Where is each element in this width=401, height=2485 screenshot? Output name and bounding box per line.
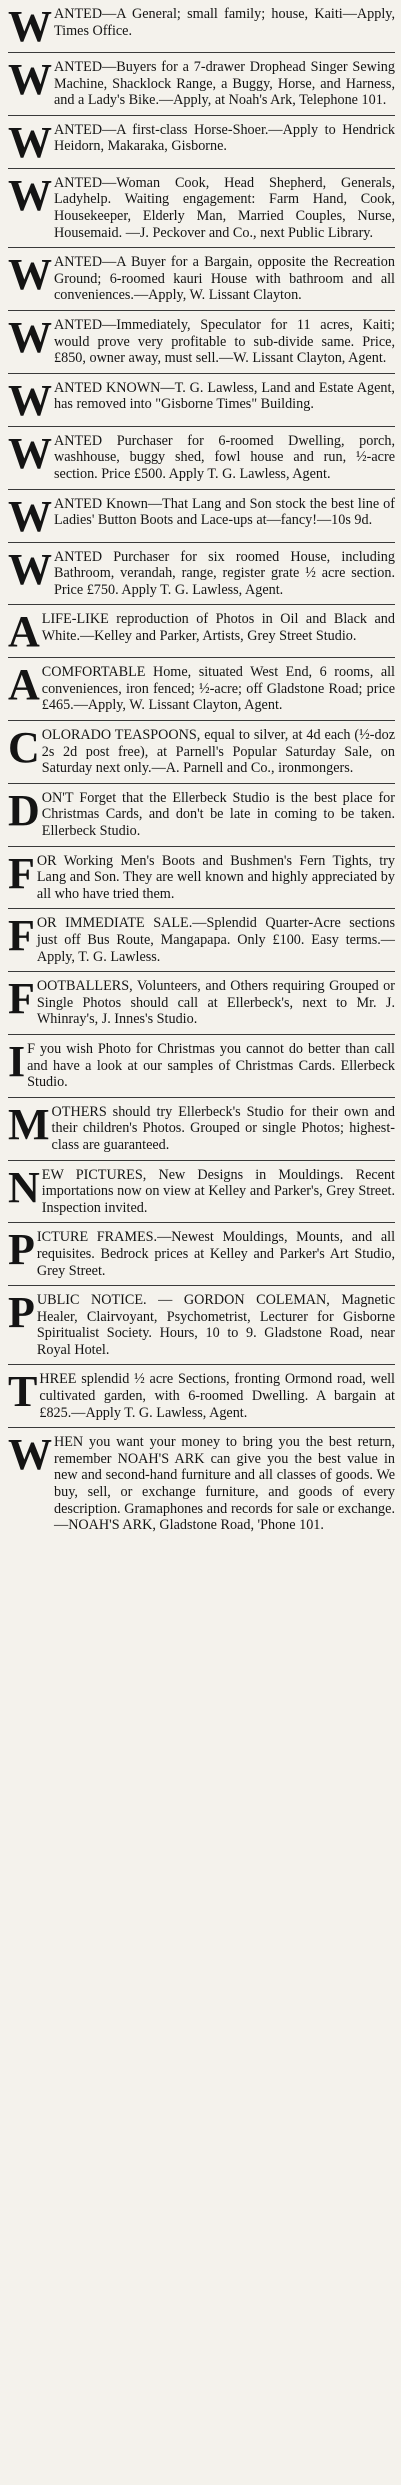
drop-cap: W <box>8 375 51 425</box>
drop-cap: W <box>8 55 51 104</box>
ad-text <box>42 790 395 840</box>
ad-body: —A Buyer for a Bargain, opposite the Recreation Ground; 6-roomed kauri House with bathroom and all conveniences.—Apply, W. Lissant Clayton. <box>54 254 395 304</box>
ad-lead: HEN <box>54 1434 84 1451</box>
ad-text <box>42 664 395 714</box>
ad-text <box>39 1371 395 1421</box>
ad-text <box>54 380 395 413</box>
classified-ad <box>8 311 395 374</box>
ad-body: .—Splendid Quarter-Acre sections just off Bus Route, Mangapapa. Only £100. Easy terms.—Apply, T. G. Lawless. <box>36 915 395 965</box>
classified-ad <box>8 543 395 606</box>
ad-body: Forget that the Ellerbeck Studio is the best place for Christmas Cards, and don't be late in coming to be taken. Ellerbeck Studio. <box>41 789 395 840</box>
ad-lead: ANTED KNOWN <box>54 379 161 396</box>
ad-body: —T. G. Lawless, Land and Estate Agent, has removed into "Gisborne Times" Building. <box>54 379 395 413</box>
classified-ad <box>8 427 395 490</box>
ad-lead: OLORADO TEASPOONS <box>41 727 197 744</box>
ad-text <box>42 727 395 777</box>
drop-cap: W <box>8 312 51 362</box>
classified-ad <box>8 490 395 543</box>
drop-cap: W <box>8 428 51 478</box>
ad-body: —Buyers for a 7-drawer Drophead Singer Sewing Machine, Shacklock Range, a Buggy, Horse, and Harness, and a Lady's Bike.—Apply, at Noah's Ark, Telephone 101. <box>54 59 395 109</box>
ad-text <box>37 915 395 965</box>
ad-body: Known—That Lang and Son stock the best line of Ladies' Button Boots and Lace-ups at—fancy!—10s 9d. <box>54 495 395 529</box>
ad-body: splendid ½ acre Sections, fronting Ormond road, well cultivated garden, with 6-roomed Dwelling. A bargain at £825.—Apply T. G. Lawless, Agent. <box>39 1371 395 1421</box>
classified-ad <box>8 116 395 169</box>
ad-body: —A first-class Horse-Shoer.—Apply to Hendrick Heidorn, Makaraka, Gisborne. <box>54 121 395 155</box>
classified-ad <box>8 0 395 53</box>
ad-body: —Woman Cook, Head Shepherd, Generals, Ladyhelp. Waiting engagement: Farm Hand, Cook, Housekeeper, Elderly Man, Married Couples, Nurse, Housemaid. —J. Peckover and Co., next Public Library. <box>54 174 395 241</box>
ad-lead: HREE <box>39 1371 77 1388</box>
drop-cap: F <box>8 911 34 961</box>
classified-ad <box>8 1286 395 1365</box>
ad-lead: ANTED <box>54 432 103 449</box>
classified-ad <box>8 169 395 248</box>
ad-lead: OR IMMEDIATE SALE <box>36 915 189 932</box>
ad-lead: OTHERS <box>51 1103 107 1120</box>
ad-lead: ANTED <box>54 254 103 271</box>
classified-ad <box>8 784 395 847</box>
drop-cap: T <box>8 1367 37 1417</box>
drop-cap: M <box>8 1099 49 1149</box>
ad-text <box>52 1104 395 1154</box>
drop-cap: I <box>8 1036 25 1086</box>
drop-cap: W <box>8 2 51 51</box>
ad-text <box>42 1167 395 1217</box>
ad-text <box>54 175 395 241</box>
classified-ad <box>8 909 395 972</box>
drop-cap: W <box>8 250 51 300</box>
ad-body: should try Ellerbeck's Studio for their own and their children's Photos. Grouped or single Photos; highest-class are guaranteed. <box>51 1103 395 1153</box>
drop-cap: W <box>8 117 51 167</box>
drop-cap: W <box>8 1430 51 1480</box>
drop-cap: W <box>8 491 51 541</box>
drop-cap: N <box>8 1162 39 1212</box>
drop-cap: P <box>8 1225 34 1275</box>
classified-ad <box>8 1365 395 1428</box>
ad-text <box>54 496 395 529</box>
classified-ad <box>8 248 395 311</box>
ad-text <box>54 254 395 304</box>
classified-ad <box>8 658 395 721</box>
drop-cap: A <box>8 607 39 657</box>
classified-ad <box>8 605 395 658</box>
ad-text <box>42 611 395 644</box>
classified-ad <box>8 374 395 427</box>
ad-lead: F <box>27 1040 36 1057</box>
ad-lead: UBLIC NOTICE <box>36 1292 144 1309</box>
ad-lead: OOTBALLERS <box>36 978 130 995</box>
classified-ad <box>8 972 395 1035</box>
ad-body: you want your money to bring you the best return, remember NOAH'S ARK can give you the best value in new and second-hand furniture and all classes of goods. We buy, sell, or exchange furniture, and goods of every description. Gramaphones and records for sale or exchange.—NOAH'S ARK, Gladstone Road, 'Phone 101. <box>54 1434 395 1534</box>
drop-cap: W <box>8 544 51 594</box>
ad-text <box>54 317 395 367</box>
drop-cap: F <box>8 974 34 1024</box>
classified-ad <box>8 1223 395 1286</box>
drop-cap: P <box>8 1288 34 1338</box>
ad-lead: OR <box>36 852 57 869</box>
ad-body: you wish Photo for Christmas you cannot do better than call and have a look at our samples of Christmas Cards. Ellerbeck Studio. <box>27 1040 395 1091</box>
ad-lead: EW PICTURES <box>41 1166 143 1183</box>
ad-text <box>54 549 395 599</box>
ad-body: , equal to silver, at 4d each (½-doz 2s 2d post free), at Parnell's Popular Saturday Sale, on Saturday next only.—A. Parnell and Co., ironmongers. <box>41 727 395 777</box>
ad-text <box>54 1434 395 1534</box>
ad-body: , New Designs in Mouldings. Recent importations now on view at Kelley and Parker's, Grey Street. Inspection invited. <box>41 1166 396 1216</box>
ad-lead: ANTED <box>54 59 103 75</box>
ad-lead: ANTED <box>54 316 103 333</box>
ad-body: COMFORTABLE Home, situated West End, 6 rooms, all conveniences, iron fenced; ½-acre; off Gladstone Road; price £465.—Apply, W. Lissant Clayton, Agent. <box>41 664 395 714</box>
ad-text <box>54 6 395 39</box>
ad-text <box>37 978 395 1028</box>
ad-text <box>37 1292 395 1358</box>
ad-body: , Volunteers, and Others requiring Grouped or Single Photos should call at Ellerbeck's, next to Mr. J. Whinray's, J. Innes's Studio. <box>36 978 395 1028</box>
classified-ad <box>8 1098 395 1161</box>
ad-body: . — GORDON COLEMAN, Magnetic Healer, Clairvoyant, Psychometrist, Lecturer for Gisborne Spiritualist Society. Hours, 10 to 9. Gladstone Road, near Royal Hotel. <box>36 1292 395 1358</box>
ad-lead: ANTED <box>54 6 103 22</box>
ad-text <box>54 59 395 109</box>
ad-body: LIFE-LIKE reproduction of Photos in Oil and Black and White.—Kelley and Parker, Artists, Grey Street Studio. <box>41 611 395 644</box>
ad-body: Purchaser for six roomed House, including Bathroom, verandah, range, register grate ½ acre section. Price £750. Apply T. G. Lawless, Agent. <box>54 548 395 598</box>
ad-text <box>37 1229 395 1279</box>
ad-lead: ANTED <box>54 174 103 191</box>
classified-ad <box>8 847 395 910</box>
ad-lead: ANTED <box>54 495 103 512</box>
ad-lead: ICTURE FRAMES <box>36 1229 154 1246</box>
classified-ad <box>8 1161 395 1224</box>
drop-cap: C <box>8 723 39 773</box>
ad-body: —Immediately, Speculator for 11 acres, Kaiti; would prove very profitable to sub-divide same. Price, £850, owner away, must sell.—W. Lissant Clayton, Agent. <box>54 316 395 367</box>
ad-text <box>54 433 395 483</box>
drop-cap: A <box>8 660 39 710</box>
ad-lead: ANTED <box>54 121 103 138</box>
ad-lead: ANTED <box>54 548 103 565</box>
drop-cap: D <box>8 785 39 835</box>
ad-body: Working Men's Boots and Bushmen's Fern Tights, try Lang and Son. They are well known and highly appreciated by all who have tried them. <box>36 852 395 902</box>
ad-body: .—Newest Mouldings, Mounts, and all requisites. Bedrock prices at Kelley and Parker's Art Studio, Grey Street. <box>36 1229 396 1279</box>
ad-text <box>54 122 395 155</box>
ad-lead: ON'T <box>41 789 74 806</box>
classified-ad <box>8 1428 395 1540</box>
classified-ad <box>8 53 395 116</box>
classified-ad <box>8 721 395 784</box>
ad-text <box>37 853 395 903</box>
classified-ad <box>8 1035 395 1098</box>
ad-text <box>27 1041 395 1091</box>
drop-cap: W <box>8 170 51 220</box>
ad-body: —A General; small family; house, Kaiti—Apply, Times Office. <box>54 6 395 39</box>
drop-cap: F <box>8 848 34 898</box>
ad-body: Purchaser for 6-roomed Dwelling, porch, washhouse, buggy shed, fowl house and run, ½-acre section. Price £500. Apply T. G. Lawless, Agent. <box>54 432 395 482</box>
